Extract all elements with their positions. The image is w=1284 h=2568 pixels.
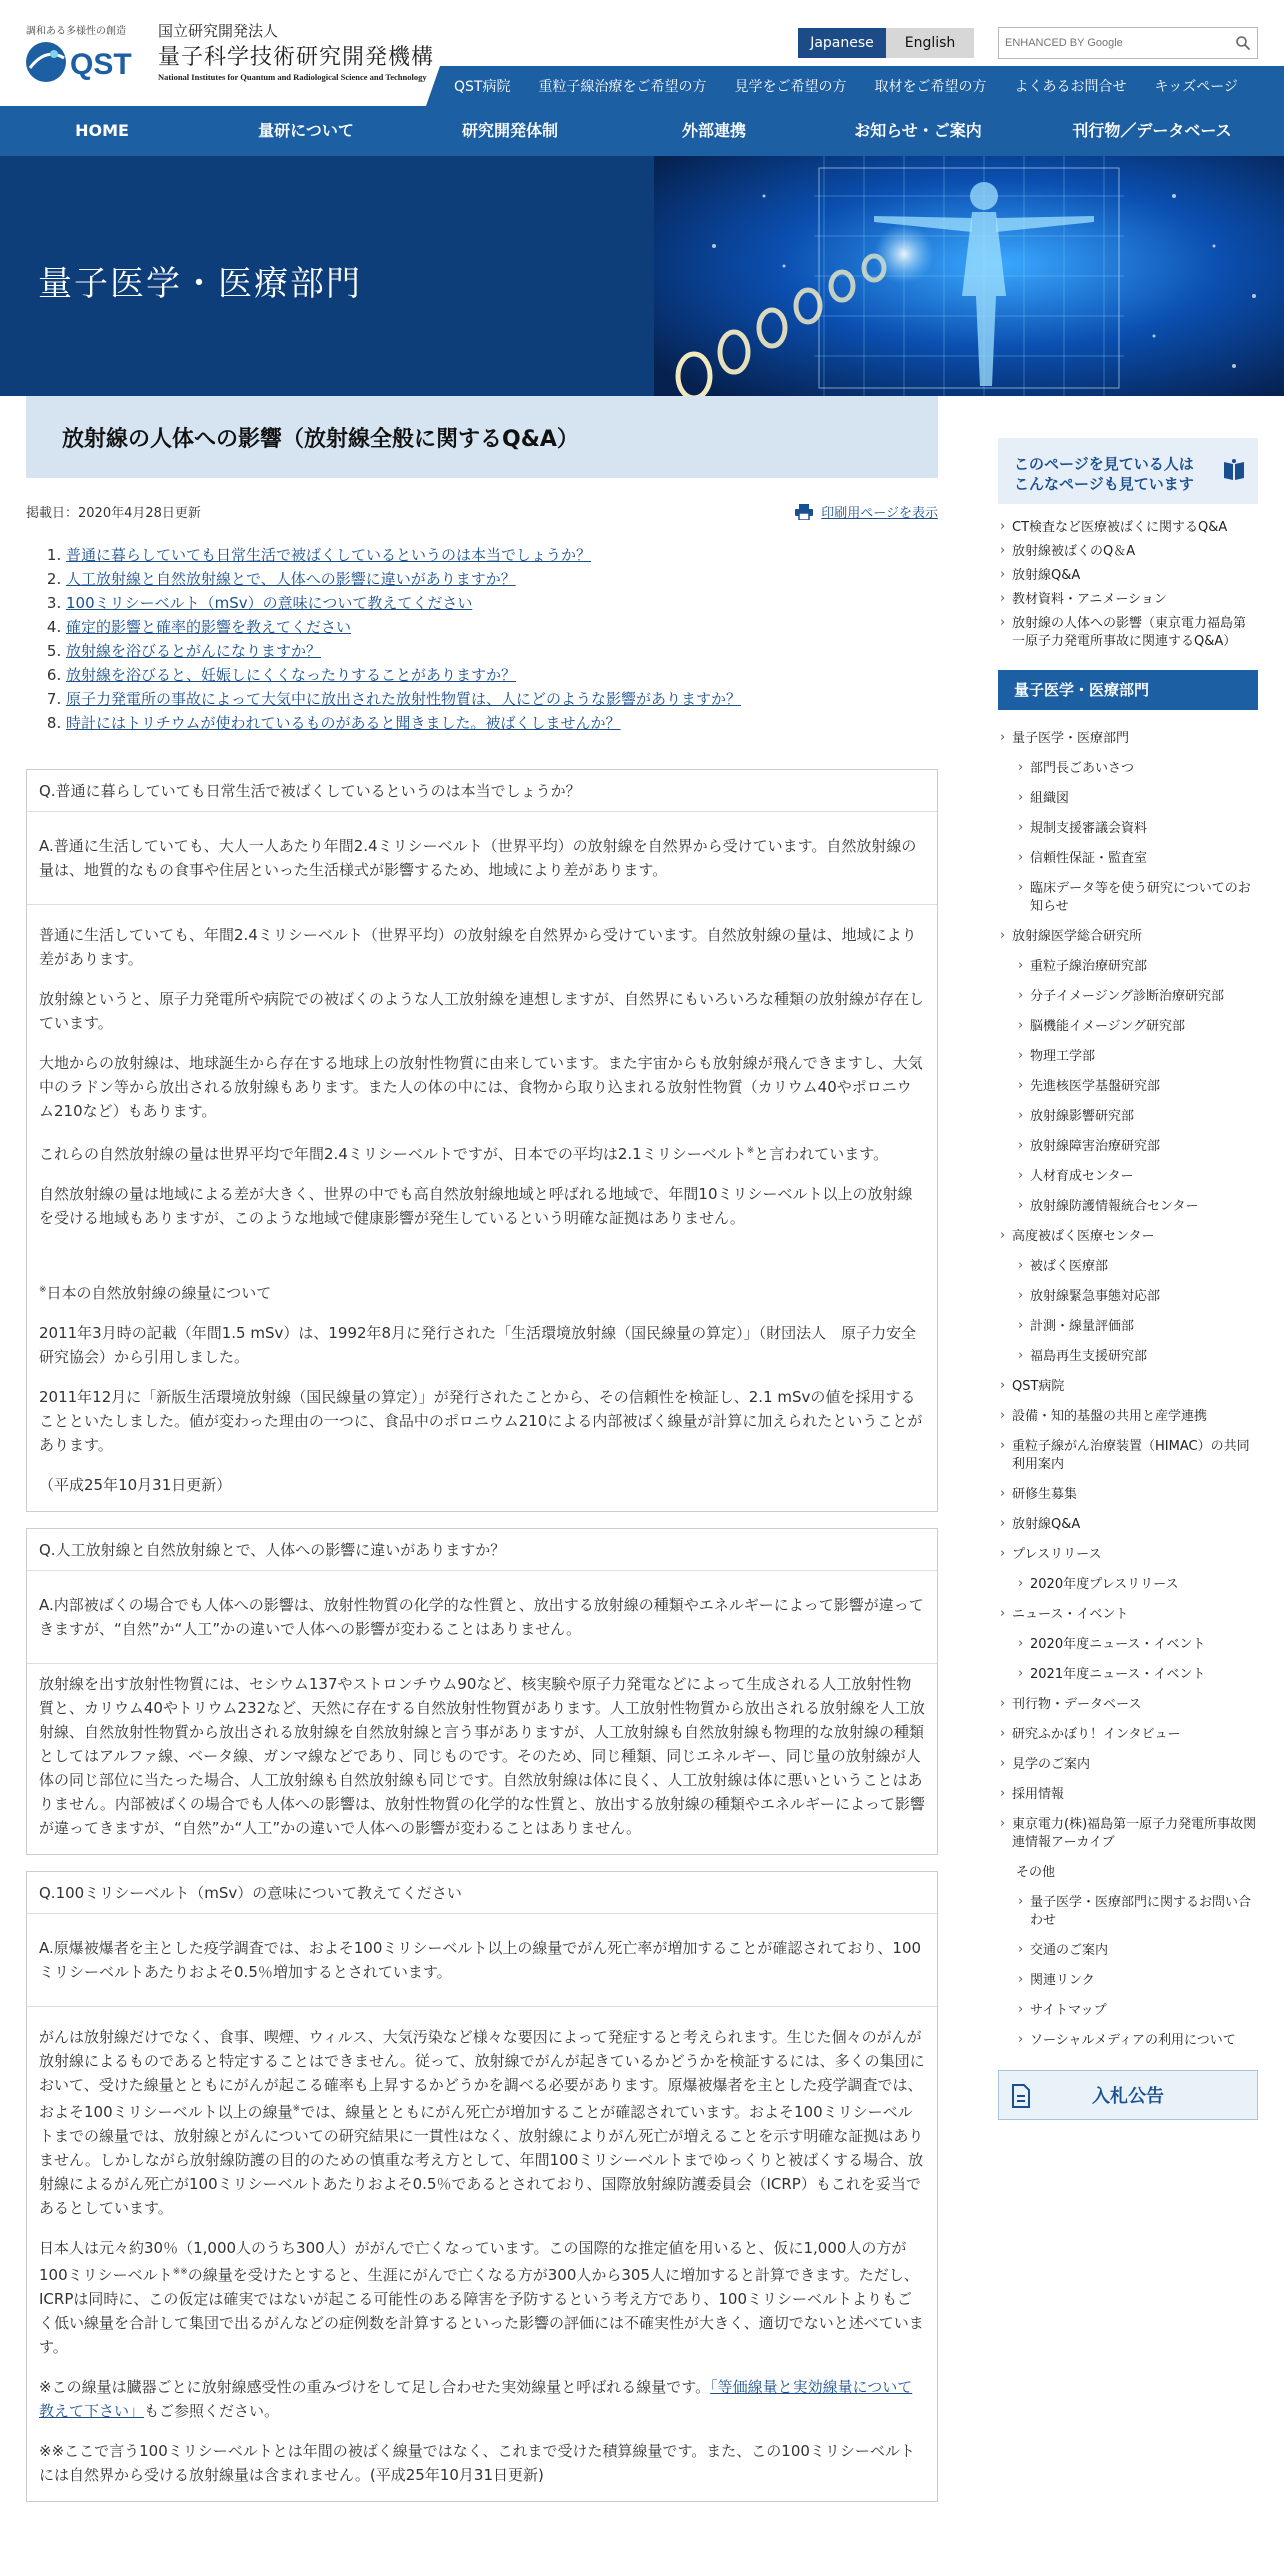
answer-summary: A.普通に生活していても、大人一人あたり年間2.4ミリシーベルト（世界平均）の放射線を自然界から受けています。自然放射線の量は、地質的なもの食事や住居といった生活様式が影響するため、地域により差があります。 bbox=[27, 812, 937, 905]
section-nav-item[interactable]: › 人材育成センター bbox=[998, 1162, 1258, 1192]
toc-item bbox=[66, 639, 938, 663]
section-nav-item[interactable]: › 放射線防護情報統合センター bbox=[998, 1192, 1258, 1222]
paragraph bbox=[39, 2375, 925, 2423]
paragraph-text: では、線量とともにがん死亡が増加することが確認されています。およそ100ミリシーベルトまでの線量では、放射線とがんについての研究結果に一貫性はなく、放射線によりがん死亡が増えることを示す明確な証拠はありません。しかしながら放射線防護の目的のための慎重な考え方として、年間100ミリシーベルトまでゆっくりと被ばくする場合、放射線によるがん死亡が100ミリシーベルトあたりおよそ0.5％であるとされており、国際放射線防護委員会（ICRP）もこれを妥当であるとしています。 bbox=[39, 2103, 924, 2217]
toc-link-7[interactable]: 原子力発電所の事故によって大気中に放出された放射性物質は、人にどのような影響がありますか？ bbox=[66, 690, 742, 708]
print-page-label: 印刷用ページを表示 bbox=[821, 506, 938, 521]
gnav-about[interactable]: 量研について bbox=[258, 121, 354, 140]
gnav-news[interactable]: お知らせ・ご案内 bbox=[854, 121, 982, 140]
question: Q.人工放射線と自然放射線とで、人体への影響に違いがありますか？ bbox=[27, 1529, 937, 1571]
book-icon bbox=[1222, 458, 1246, 482]
subnav-qst-hospital[interactable]: QST病院 bbox=[454, 79, 511, 95]
section-nav-item[interactable]: › 交通のご案内 bbox=[998, 1936, 1258, 1966]
paragraph: 放射線を出す放射性物質には、セシウム137やストロンチウム90など、核実験や原子力発電などによって生成される人工放射性物質と、カリウム40やトリウム232など、天然に存在する自然放射性物質があります。人工放射性物質から放出される放射線を人工放射線、自然放射性物質から放出される放射線を自然放射線と言う事がありますが、人工放射線も自然放射線も物理的な放射線の種類としてはアルファ線、ベータ線、ガンマ線などであり、同じものです。そのため、同じ種類、同じエネルギー、同じ量の放射線が人体の同じ部位に当たった場合、人工放射線も自然放射線も同じです。自然放射線は体に良く、人工放射線は体に悪いということはありません。内部被ばくの場合でも人体への影響は、放射性物質の化学的な性質と、放出する放射線の種類やエネルギーによって影響が違ってきますが、“自然”か“人工”かの違いで人体への影響が変わることはありません。 bbox=[39, 1675, 925, 1837]
gnav-publications[interactable]: 刊行物／データベース bbox=[1072, 121, 1232, 140]
section-nav-item[interactable]: › ソーシャルメディアの利用について bbox=[998, 2026, 1258, 2056]
subnav-visit[interactable]: 見学をご希望の方 bbox=[734, 79, 847, 95]
org-type: 国立研究開発法人 bbox=[158, 22, 279, 40]
section-nav-item[interactable]: › 東京電力(株)福島第一原子力発電所事故関連情報アーカイブ bbox=[998, 1810, 1258, 1858]
section-nav-item[interactable]: › 見学のご案内 bbox=[998, 1750, 1258, 1780]
note-title: 日本の自然放射線の線量について bbox=[46, 1284, 272, 1302]
section-nav-item[interactable]: › 高度被ばく医療センター bbox=[998, 1222, 1258, 1252]
section-nav-item[interactable]: › 規制支援審議会資料 bbox=[998, 814, 1258, 844]
related-pages-title-2: こんなページも見ています bbox=[1014, 475, 1194, 493]
section-nav-item[interactable]: › ニュース・イベント bbox=[998, 1600, 1258, 1630]
gnav-collaboration[interactable]: 外部連携 bbox=[681, 121, 746, 140]
paragraph-text: 日本人は元々約30％（1,000人のうち300人）ががんで亡くなっています。この国際的な推定値を用いると、仮に1,000人の方が100ミリシーベルト bbox=[39, 2239, 907, 2284]
hero-title: 量子医学・医療部門 bbox=[38, 264, 362, 304]
section-nav-item[interactable]: › 信頼性保証・監査室 bbox=[998, 844, 1258, 874]
paragraph: 2011年12月に「新版生活環境放射線（国民線量の算定）」が発行されたことから、その信頼性を検証し、2.1 mSvの値を採用することといたしました。値が変わった理由の一つに、食品中のポロニウム210による内部被ばく線量が計算に加えられたということがあります。 bbox=[39, 1388, 923, 1454]
qa-block-1 bbox=[26, 769, 938, 1512]
section-nav-item[interactable]: › 福島再生支援研究部 bbox=[998, 1342, 1258, 1372]
section-nav-item[interactable]: › 物理工学部 bbox=[998, 1042, 1258, 1072]
table-of-contents bbox=[66, 543, 938, 735]
paragraph: 2011年3月時の記載（年間1.5 mSv）は、1992年8月に発行された「生活環境放射線（国民線量の算定）」（財団法人 原子力安全研究協会）から引用しました。 bbox=[39, 1324, 917, 1366]
footnote-mark: ※ bbox=[39, 1285, 47, 1295]
bid-announcement-button[interactable] bbox=[998, 2070, 1258, 2120]
section-nav-item[interactable]: › 重粒子線がん治療装置（HIMAC）の共同利用案内 bbox=[998, 1432, 1258, 1480]
section-nav-item[interactable]: › プレスリリース bbox=[998, 1540, 1258, 1570]
section-nav-tree bbox=[998, 724, 1258, 2056]
related-page-link[interactable]: › 放射線被ばくのQ＆A bbox=[998, 540, 1258, 564]
section-nav-item[interactable]: › 分子イメージング診断治療研究部 bbox=[998, 982, 1258, 1012]
subnav-press[interactable]: 取材をご希望の方 bbox=[874, 79, 987, 95]
site-logo[interactable] bbox=[24, 20, 444, 90]
paragraph-text: ※この線量は臓器ごとに放射線感受性の重みづけをして足し合わせた実効線量と呼ばれる線量です。 bbox=[39, 2378, 711, 2396]
section-nav-item[interactable]: › 2020年度プレスリリース bbox=[998, 1570, 1258, 1600]
logo-tagline: 調和ある多様性の創造 bbox=[26, 26, 126, 37]
section-nav-item[interactable]: › 刊行物・データベース bbox=[998, 1690, 1258, 1720]
page-title: 放射線の人体への影響（放射線全般に関するQ&A） bbox=[62, 426, 579, 452]
sidebar bbox=[998, 438, 1258, 2120]
section-nav-group-label: その他 bbox=[1016, 1865, 1056, 1880]
toc-link-2[interactable]: 人工放射線と自然放射線とで、人体への影響に違いがありますか？ bbox=[66, 570, 516, 588]
related-pages-list bbox=[998, 516, 1258, 654]
section-nav-item[interactable]: › 採用情報 bbox=[998, 1780, 1258, 1810]
search-icon[interactable] bbox=[1235, 35, 1251, 51]
related-pages-box bbox=[998, 438, 1258, 504]
lang-english-button[interactable]: English bbox=[886, 28, 974, 58]
toc-link-8[interactable]: 時計にはトリチウムが使われているものがあると聞きました。被ばくしませんか？ bbox=[66, 714, 621, 732]
qa-block-3 bbox=[26, 1871, 938, 2502]
paragraph: 放射線というと、原子力発電所や病院での被ばくのような人工放射線を連想しますが、自然界にもいろいろな種類の放射線が存在しています。 bbox=[39, 990, 925, 1032]
section-nav-item[interactable]: › 量子医学・医療部門 bbox=[998, 724, 1258, 754]
utility-nav bbox=[440, 66, 1284, 106]
print-page-link[interactable] bbox=[795, 502, 938, 521]
toc-link-1[interactable]: 普通に暮らしていても日常生活で被ばくしているというのは本当でしょうか？ bbox=[66, 546, 592, 564]
related-pages-title-1: このページを見ている人は bbox=[1014, 455, 1194, 473]
org-name-en: National Institutes for Quantum and Radiological Science and Technology bbox=[158, 72, 427, 82]
section-nav-item[interactable]: › 研修生募集 bbox=[998, 1480, 1258, 1510]
section-nav-item[interactable]: › 2021年度ニュース・イベント bbox=[998, 1660, 1258, 1690]
section-nav-item[interactable]: › 部門長ごあいさつ bbox=[998, 754, 1258, 784]
paragraph-text: がんは放射線だけでなく、食事、喫煙、ウィルス、大気汚染など様々な要因によって発症すると考えられます。生じた個々のがんが放射線によるものであると特定することはできません。従って、放射線でがんが起きているかどうかを検証するには、多くの集団において、受けた線量とともにがんが起こる確率も上昇するかどうかを調べる必要があります。原爆被爆者を主とした疫学調査では、およそ100ミリシーベルト以上の線量 bbox=[39, 2028, 925, 2121]
svg-text:QST: QST bbox=[70, 48, 132, 81]
publish-date: 掲載日：2020年4月28日更新 bbox=[26, 506, 201, 521]
paragraph: （平成25年10月31日更新） bbox=[39, 1476, 232, 1494]
qa-block-2 bbox=[26, 1528, 938, 1855]
toc-item bbox=[66, 687, 938, 711]
related-page-link[interactable]: › 放射線Q&A bbox=[998, 564, 1258, 588]
note-heading bbox=[39, 1278, 925, 1305]
footnote-mark: ※ bbox=[746, 1146, 755, 1156]
toc-link-5[interactable]: 放射線を浴びるとがんになりますか？ bbox=[66, 642, 322, 660]
related-page-link[interactable]: › 教材資料・アニメーション bbox=[998, 588, 1258, 612]
effective-dose-link[interactable]: 「等価線量と実効線量について教えて下さい」 bbox=[39, 2378, 913, 2420]
section-nav-item[interactable]: › 設備・知的基盤の共用と産学連携 bbox=[998, 1402, 1258, 1432]
paragraph-text: もご参照ください。 bbox=[144, 2402, 280, 2420]
toc-item bbox=[66, 543, 938, 567]
site-search bbox=[998, 27, 1258, 59]
section-nav-item[interactable]: › 放射線医学総合研究所 bbox=[998, 922, 1258, 952]
toc-link-3[interactable]: 100ミリシーベルト（mSv）の意味について教えてください bbox=[66, 594, 473, 612]
answer-summary: A.原爆被爆者を主とした疫学調査では、およそ100ミリシーベルト以上の線量でがん死亡率が増加することが確認されており、100ミリシーベルトあたりおよそ0.5％増加するとされています。 bbox=[27, 1914, 937, 2007]
page-heading-box bbox=[26, 396, 938, 478]
gnav-research[interactable]: 研究開発体制 bbox=[461, 121, 558, 140]
org-name: 量子科学技術研究開発機構 bbox=[158, 45, 435, 70]
section-nav-item[interactable]: › QST病院 bbox=[998, 1372, 1258, 1402]
paragraph: ※※ここで言う100ミリシーベルトとは年間の被ばく線量ではなく、これまで受けた積算線量です。また、この100ミリシーベルトには自然界から受ける放射線量は含まれません。(平成25年10月31日更新) bbox=[39, 2442, 915, 2484]
subnav-faq[interactable]: よくあるお問合せ bbox=[1014, 79, 1127, 95]
question: Q.普通に暮らしていても日常生活で被ばくしているというのは本当でしょうか？ bbox=[27, 770, 937, 812]
answer-detail bbox=[27, 2007, 937, 2501]
qst-logo-icon bbox=[24, 38, 148, 86]
printer-icon bbox=[795, 504, 813, 520]
paragraph bbox=[39, 1139, 925, 1166]
lang-japanese-button[interactable]: Japanese bbox=[798, 28, 886, 58]
section-nav-item[interactable]: › 重粒子線治療研究部 bbox=[998, 952, 1258, 982]
section-nav-item[interactable]: › 被ばく医療部 bbox=[998, 1252, 1258, 1282]
section-nav-item[interactable]: › 放射線Q&A bbox=[998, 1510, 1258, 1540]
footnote-mark: ※ bbox=[292, 2104, 301, 2114]
bid-announcement-label: 入札公告 bbox=[1092, 2086, 1164, 2107]
hero-banner bbox=[0, 156, 1284, 396]
language-switch bbox=[798, 28, 974, 58]
section-nav-item[interactable]: › 計測・線量評価部 bbox=[998, 1312, 1258, 1342]
section-nav-item[interactable]: › 先進核医学基盤研究部 bbox=[998, 1072, 1258, 1102]
answer-summary: A.内部被ばくの場合でも人体への影響は、放射性物質の化学的な性質と、放出する放射線の種類やエネルギーによって影響が違ってきますが、“自然”か“人工”かの違いで人体への影響が変わることはありません。 bbox=[27, 1571, 937, 1664]
section-nav-item[interactable]: › 量子医学・医療部門に関するお問い合わせ bbox=[998, 1888, 1258, 1936]
paragraph: 自然放射線の量は地域による差が大きく、世界の中でも高自然放射線地域と呼ばれる地域で、年間10ミリシーベルト以上の放射線を受ける地域もありますが、このような地域で健康影響が発生しているという明確な証拠はありません。 bbox=[39, 1185, 913, 1227]
hero-illustration bbox=[654, 156, 1284, 396]
toc-item bbox=[66, 567, 938, 591]
section-nav-item[interactable]: › 脳機能イメージング研究部 bbox=[998, 1012, 1258, 1042]
subnav-heavy-ion-therapy[interactable]: 重粒子線治療をご希望の方 bbox=[538, 79, 707, 95]
toc-item bbox=[66, 663, 938, 687]
site-header bbox=[0, 0, 1284, 106]
section-nav-item[interactable]: › 関連リンク bbox=[998, 1966, 1258, 1996]
toc-item bbox=[66, 615, 938, 639]
answer-detail bbox=[27, 1664, 937, 1854]
related-page-link[interactable]: › CT検査など医療被ばくに関するQ&A bbox=[998, 516, 1258, 540]
search-input[interactable] bbox=[1005, 37, 1235, 49]
toc-link-4[interactable]: 確定的影響と確率的影響を教えてください bbox=[66, 618, 352, 636]
toc-item bbox=[66, 711, 938, 735]
paragraph: 大地からの放射線は、地球誕生から存在する地球上の放射性物質に由来しています。また宇宙からも放射線が飛んできますし、大気中のラドン等から放出される放射線もあります。また人の体の中には、食物から取り込まれる放射性物質（カリウム40やポロニウム210など）もあります。 bbox=[39, 1054, 923, 1120]
toc-item bbox=[66, 591, 938, 615]
related-page-link[interactable]: › 放射線の人体への影響（東京電力福島第一原子力発電所事故に関連するQ&A） bbox=[998, 612, 1258, 654]
toc-link-6[interactable]: 放射線を浴びると、妊娠しにくくなったりすることがありますか？ bbox=[66, 666, 517, 684]
section-nav-item[interactable]: › サイトマップ bbox=[998, 1996, 1258, 2026]
footnote-mark: ※※ bbox=[172, 2267, 188, 2277]
paragraph bbox=[39, 2236, 925, 2359]
global-nav bbox=[0, 106, 1284, 156]
section-nav-item[interactable]: › 放射線障害治療研究部 bbox=[998, 1132, 1258, 1162]
question: Q.100ミリシーベルト（mSv）の意味について教えてください bbox=[27, 1872, 937, 1914]
paragraph bbox=[39, 2025, 925, 2220]
section-nav-item[interactable]: › 2020年度ニュース・イベント bbox=[998, 1630, 1258, 1660]
subnav-kids[interactable]: キッズページ bbox=[1154, 79, 1238, 95]
paragraph-text: これらの自然放射線の量は世界平均で年間2.4ミリシーベルトですが、日本での平均は2.1ミリシーベルト bbox=[39, 1145, 747, 1163]
paragraph: 普通に生活していても、年間2.4ミリシーベルト（世界平均）の放射線を自然界から受けています。自然放射線の量は、地域により差があります。 bbox=[39, 926, 917, 968]
paragraph-text: と言われています。 bbox=[754, 1145, 889, 1163]
page-meta bbox=[26, 502, 938, 521]
section-nav-item[interactable]: › 研究ふかぼり！インタビュー bbox=[998, 1720, 1258, 1750]
section-nav-item[interactable]: › 放射線影響研究部 bbox=[998, 1102, 1258, 1132]
section-nav-item[interactable]: › 臨床データ等を使う研究についてのお知らせ bbox=[998, 874, 1258, 922]
answer-detail bbox=[27, 905, 937, 1511]
section-nav-title[interactable]: 量子医学・医療部門 bbox=[998, 670, 1258, 710]
section-nav-item[interactable]: › 放射線緊急事態対応部 bbox=[998, 1282, 1258, 1312]
section-nav-item[interactable]: › 組織図 bbox=[998, 784, 1258, 814]
paragraph-text: の線量を受けたとすると、生涯にがんで亡くなる方が300人から305人に増加すると計算できます。ただし、ICRPは同時に、この仮定は確実ではないが起こる可能性のある障害を予防するという考え方であり、100ミリシーベルトよりもごく低い線量を合計して集団で出るがんなどの症例数を計算するといった影響の評価には不確実性が大きく、適切でないと述べています。 bbox=[39, 2266, 924, 2356]
main-content bbox=[26, 396, 938, 2502]
gnav-home[interactable]: HOME bbox=[75, 121, 129, 140]
